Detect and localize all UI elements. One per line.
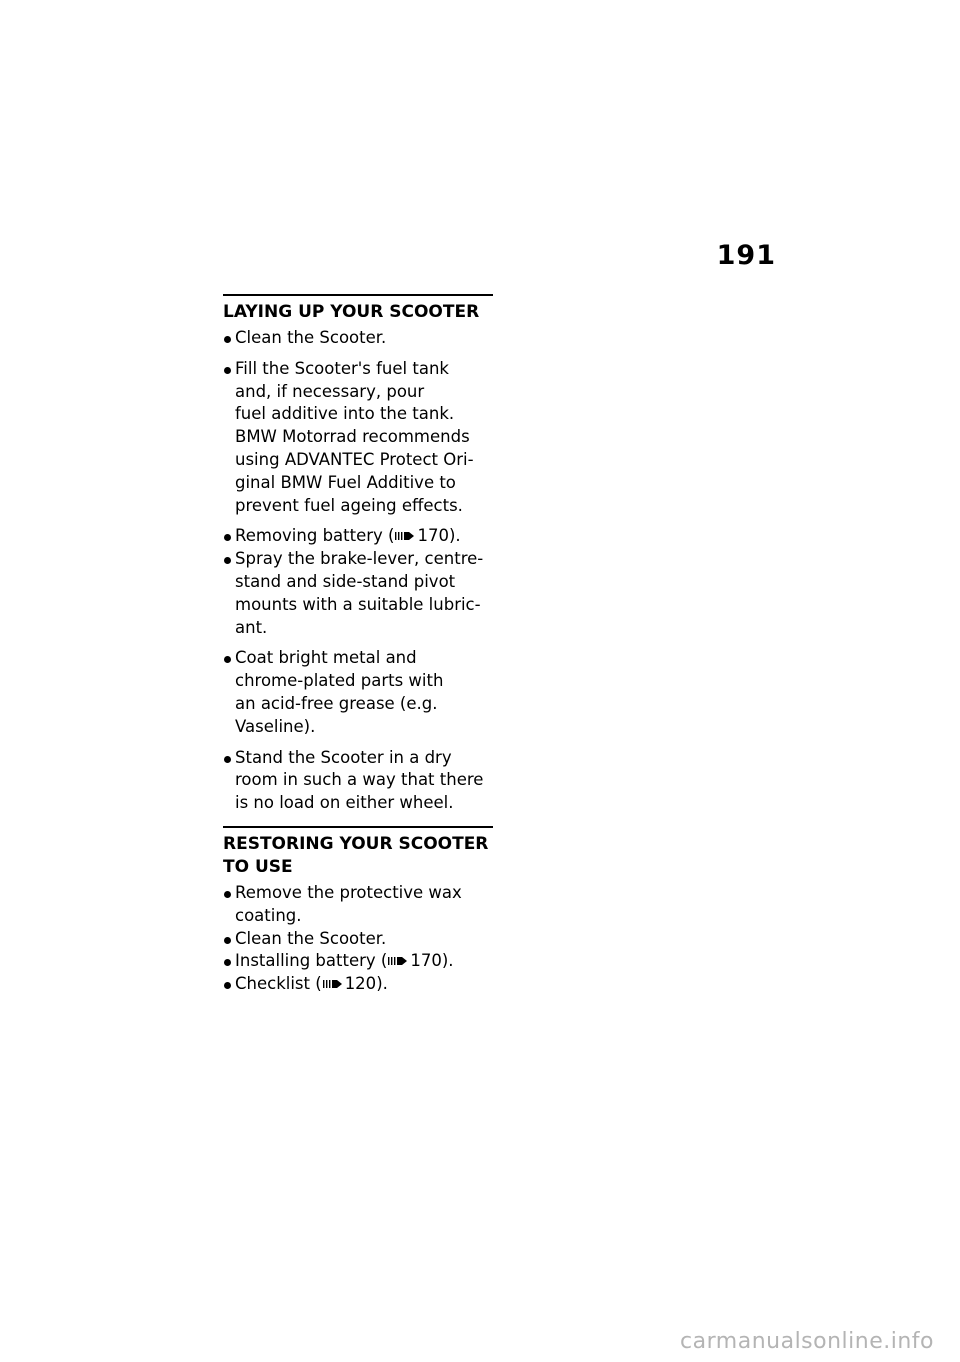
section-heading: RESTORING YOUR SCOOTER TO USE <box>223 826 493 879</box>
bullet-icon <box>224 982 231 989</box>
bullet-icon <box>224 367 231 374</box>
section-heading: LAYING UP YOUR SCOOTER <box>223 294 493 324</box>
watermark: carmanualsonline.info <box>680 1329 934 1354</box>
bullet-icon <box>224 891 231 898</box>
bullet-icon <box>224 336 231 343</box>
list-item: Checklist ( 120). <box>223 973 493 996</box>
list-item: Fill the Scooter's fuel tank and, if necessary, pour fuel additive into the tank. BMW Motorrad recommends using ADVANTEC Protect Ori- ginal BMW Fuel Additive to prevent fuel ageing effects. <box>223 358 493 518</box>
arrow-reference-icon <box>323 978 343 990</box>
list-item: Clean the Scooter. <box>223 928 493 951</box>
page-number: 191 <box>716 240 776 271</box>
bullet-icon <box>224 557 231 564</box>
list-item: Removing battery ( 170). <box>223 525 493 548</box>
list-item: Stand the Scooter in a dry room in such a way that there is no load on either wheel. <box>223 747 493 815</box>
arrow-reference-icon <box>388 955 408 967</box>
bullet-icon <box>224 534 231 541</box>
section-restoring <box>223 826 493 996</box>
page-reference[interactable]: 120 <box>344 974 377 994</box>
bullet-icon <box>224 937 231 944</box>
list-item: Clean the Scooter. <box>223 327 493 350</box>
section-laying-up <box>223 294 493 815</box>
arrow-reference-icon <box>395 530 415 542</box>
list-item: Remove the protective wax coating. <box>223 882 493 928</box>
list-item: Coat bright metal and chrome-plated parts with an acid-free grease (e.g. Vaseline). <box>223 647 493 738</box>
bullet-icon <box>224 959 231 966</box>
list-item: Spray the brake-lever, centre- stand and side-stand pivot mounts with a suitable lubric- ant. <box>223 548 493 639</box>
list-item: Installing battery ( 170). <box>223 950 493 973</box>
bullet-icon <box>224 756 231 763</box>
page-reference[interactable]: 170 <box>417 526 449 546</box>
bullet-icon <box>224 656 231 663</box>
page-reference[interactable]: 170 <box>410 951 442 971</box>
